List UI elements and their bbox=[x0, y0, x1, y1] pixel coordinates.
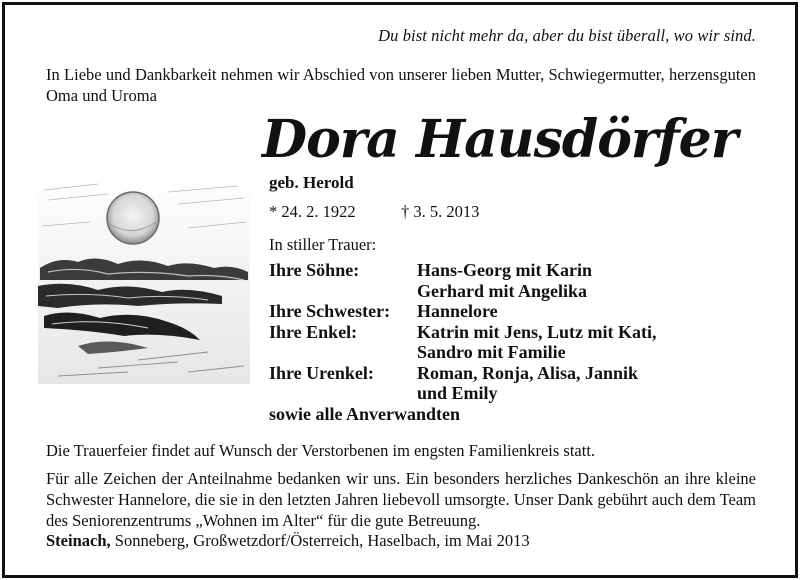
family-label: Ihre Schwester: bbox=[269, 301, 391, 321]
death-date: † 3. 5. 2013 bbox=[401, 202, 480, 221]
sun-landscape-icon bbox=[38, 176, 250, 384]
place-date-line bbox=[46, 531, 530, 551]
place-bold: Steinach, bbox=[46, 531, 111, 550]
birth-date: * 24. 2. 1922 bbox=[269, 202, 356, 221]
intro-text: In Liebe und Dankbarkeit nehmen wir Abschied von unserer lieben Mutter, Schwiegermutter, herzensguten Oma und Uroma bbox=[46, 65, 756, 105]
place-rest: Sonneberg, Großwetzdorf/Österreich, Haselbach, im Mai 2013 bbox=[110, 531, 530, 550]
family-row-sons bbox=[269, 260, 656, 301]
mourning-heading: In stiller Trauer: bbox=[269, 235, 377, 254]
born-name: geb. Herold bbox=[269, 173, 354, 192]
landscape-sketch-image bbox=[38, 176, 250, 384]
family-row-great-grandchildren bbox=[269, 363, 656, 404]
family-name: Roman, Ronja, Alisa, Jannik bbox=[417, 362, 639, 383]
family-list bbox=[269, 260, 656, 404]
funeral-note: Die Trauerfeier findet auf Wunsch der Verstorbenen im engsten Familienkreis statt. bbox=[46, 441, 596, 460]
deceased-name: Dora Hausdörfer bbox=[262, 109, 738, 170]
family-label: Ihre Urenkel: bbox=[269, 362, 374, 383]
family-label: Ihre Söhne: bbox=[269, 260, 360, 280]
family-name: Hannelore bbox=[417, 301, 498, 321]
family-row-grandchildren bbox=[269, 322, 656, 363]
family-name: Sandro mit Familie bbox=[417, 342, 566, 362]
family-label: Ihre Enkel: bbox=[269, 321, 358, 342]
thanks-paragraph: Für alle Zeichen der Anteilnahme bedanken wir uns. Ein besonders herzliches Dankeschön an ihre kleine Schwester Hannelore, die sie in den letzten Jahren liebevoll umsorgte. Unser Dank gebührt auch dem Team des Seniorenzentrums „Wohnen im Alter“ für die gute Betreuung. bbox=[46, 469, 756, 530]
quote: Du bist nicht mehr da, aber du bist überall, wo wir sind. bbox=[378, 26, 756, 45]
family-name: Gerhard mit Angelika bbox=[417, 280, 587, 301]
family-row-sister bbox=[269, 301, 656, 322]
family-name: Hans-Georg mit Karin bbox=[417, 260, 592, 280]
relatives-line: sowie alle Anverwandten bbox=[269, 404, 460, 424]
family-name: Katrin mit Jens, Lutz mit Kati, bbox=[417, 321, 657, 342]
family-name: und Emily bbox=[417, 383, 498, 403]
